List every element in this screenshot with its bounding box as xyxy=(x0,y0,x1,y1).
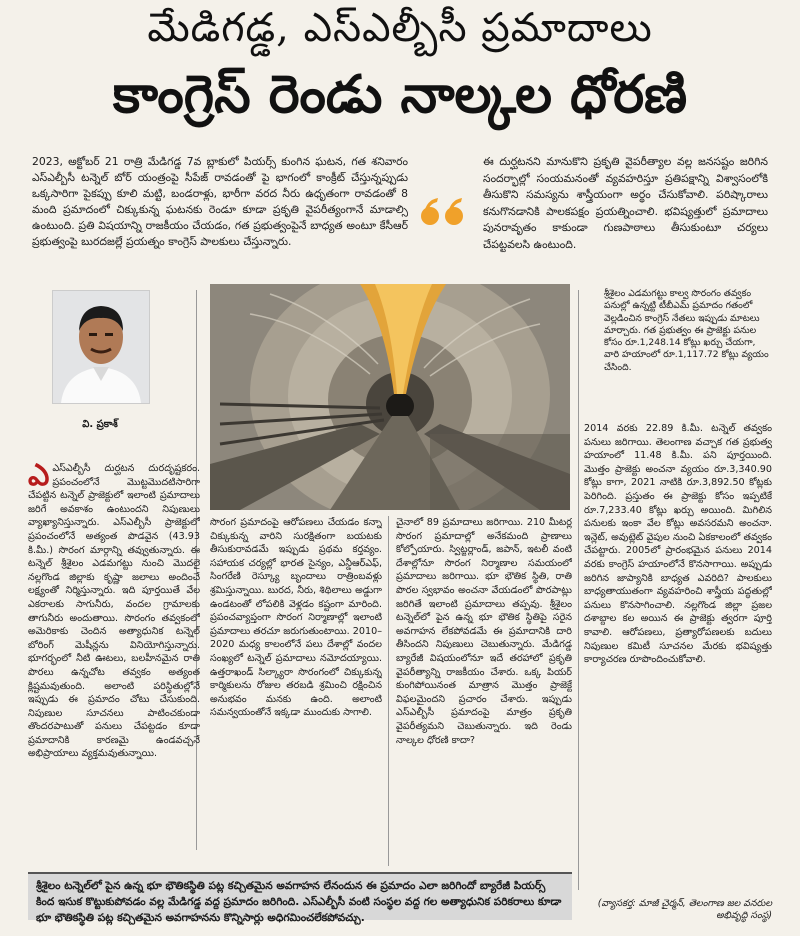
author-note: (వ్యాసకర్త: మాజీ చైర్మన్, తెలంగాణ జల వనరుల అభివృద్ధి సంస్థ) xyxy=(597,898,772,921)
column-divider xyxy=(578,290,579,890)
author-photo xyxy=(52,290,150,404)
body-column-3: చైనాలో 89 ప్రమాదాలు జరిగాయి. 210 మీటర్ల సొరంగ ప్రమాదాల్లో అనేకమంది ప్రాణాలు కోల్పోయారు. స్విట్జర్లాండ్, జపాన్, ఇటలీ వంటి దేశాల్లోనూ సొరంగ నిర్మాణాల సమయంలో ప్రమాదాలు జరిగాయి. భూ భౌతిక స్థితి, రాతి పొరల స్వభావం అంచనా వేయడంలో పొరపాట్లు జరిగితే ఇలాంటి ప్రమాదాలు తప్పవు. శ్రీశైలం టన్నెల్‌లో పైన ఉన్న భూ భౌతిక స్థితిపై సరైన అవగాహన లేకపోవడమే ఈ ప్రమాదానికి దారి తీసిందని నిపుణులు చెబుతున్నారు. మేడిగడ్డ బ్యారేజీ విషయంలోనూ ఇదే తరహాలో ప్రకృతి వైపరీత్యాన్ని రాజకీయం చేశారు. ఒక్క పియర్ కుంగిపోయినంత మాత్రాన మొత్తం ప్రాజెక్టే విఫలమైందని ప్రచారం చేశారు. ఇప్పుడు ఎస్ఎల్బీసీ ప్రమాదంపై మాత్రం ప్రకృతి వైపరీత్యమని చెబుతున్నారు. ఇది రెండు నాల్కల ధోరణి కాదా? xyxy=(396,517,572,746)
body-column-1 xyxy=(28,462,200,860)
column-divider xyxy=(388,516,389,866)
tunnel-photo xyxy=(210,284,570,510)
intro-paragraph: 2023, అక్టోబర్ 21 రాత్రి మేడిగడ్డ 7వ బ్లాకులో పియర్స్ కుంగిన ఘటన, గత శనివారం ఎస్ఎల్బీసీ టన్నెల్ బోర్ యంత్రంపై సీపేజ్ రావడంతో పై భాగంలో కాంక్రీట్ చేస్తున్నప్పుడు ఒక్కసారిగా పైకప్పు కూలి మట్టి, బండరాళ్లు, భారీగా వరద నీరు ఉధృతంగా రావడంతో 8 మంది ప్రమాదంలో చిక్కుకున్న ఘటనకు రెండూ కూడా ప్రకృతి వైపరీత్యంగానే మాడాల్సి ఉంటుంది. ప్రతి విషయాన్ని రాజకీయం చేయడం, గత ప్రభుత్వంపైనే బాధ్యత అంటూ కేసీఆర్ ప్రభుత్వంపై బురదజల్లే ప్రయత్నం కాంగ్రెస్ పాలకులు చేస్తున్నారు. xyxy=(32,155,408,248)
body-column-2: సొరంగ ప్రమాదంపై ఆరోపణలు చేయడం కన్నా చిక్కుకున్న వారిని సురక్షితంగా బయటకు తీసుకురావడమే ఇప్పుడు ప్రథమ కర్తవ్యం. సహాయక చర్యల్లో భారత సైన్యం, ఎన్డీఆర్ఎఫ్, సింగరేణి రెస్క్యూ బృందాలు రాత్రింబవళ్లు శ్రమిస్తున్నాయి. బురద, నీరు, శిథిలాలు అడ్డుగా ఉండటంతో లోపలికి వెళ్లడం కష్టంగా మారింది. ప్రపంచవ్యాప్తంగా సొరంగ నిర్మాణాల్లో ఇలాంటి ప్రమాదాలు తరచూ జరుగుతుంటాయి. 2010–2020 మధ్య కాలంలోనే పలు దేశాల్లో వందల సంఖ్యలో టన్నెల్ ప్రమాదాలు నమోదయ్యాయి. ఉత్తరాఖండ్ సిల్క్యారా సొరంగంలో చిక్కుకున్న కార్మికులను రోజుల తరబడి శ్రమించి రక్షించిన అనుభవం మనకు ఉంది. అలాంటి సమన్వయంతోనే ఇక్కడా ముందుకు సాగాలి. xyxy=(210,517,382,719)
quote-mark-icon xyxy=(418,196,470,230)
body-text: ఎస్ఎల్బీసీ దుర్ఘటన దురదృష్టకరం. ప్రపంచంలోనే మొట్టమొదటిసారిగా చేపట్టిన టన్నెల్ ప్రాజెక్టులో ఇలాంటి ప్రమాదాలు జరిగే అవకాశం ఉంటుందని నిపుణులు వ్యాఖ్యానిస్తున్నారు. ఎస్ఎల్బీసీ ప్రాజెక్టులో ప్రపంచంలోనే అత్యంత పొడవైన (43.93 కి.మీ.) సొరంగ మార్గాన్ని తవ్వుతున్నారు. ఈ టన్నెల్ శ్రీశైలం ఎడమగట్టు నుంచి మొదలై నల్లగొండ జిల్లాకు కృష్ణా జలాలు అందించే లక్ష్యంతో నిర్మిస్తున్నారు. ఇది పూర్తయితే వేల ఎకరాలకు సాగునీరు, వందల గ్రామాలకు తాగునీరు అందుతాయి. సొరంగం తవ్వకంలో అమెరికాకు చెందిన అత్యాధునిక టన్నెల్ బోరింగ్ మెషీన్లను వినియోగిస్తున్నారు. భూగర్భంలో నీటి ఊటలు, బలహీనమైన రాతి పొరలు ఉన్నచోట తవ్వకం అత్యంత క్లిష్టమవుతుంది. అలాంటి పరిస్థితుల్లోనే ఇప్పుడు ఈ ప్రమాదం చోటు చేసుకుంది. నిపుణుల సూచనలు పాటించకుండా తొందరపాటుతో పనులు చేపట్టడం కూడా ప్రమాదానికి కారణమై ఉండవచ్చనే అభిప్రాయాలు వ్యక్తమవుతున్నాయి. xyxy=(28,463,200,760)
pull-quote: ఈ దుర్ఘటనని మానుకొని ప్రకృతి వైపరీత్యాల వల్ల జనసష్టం జరిగిన సందర్భాల్లో సంయమనంతో వ్యవహరిస్తూ ప్రతిపక్షాన్ని విశ్వాసంలోకి తీసుకొని సమస్యను శాస్త్రీయంగా అర్థం చేసుకోవాలి. పరిష్కారాలు కనుగొనడానికి పాలకపక్షం ప్రయత్నించాలి. భవిష్యత్తులో ప్రమాదాలు పునరావృతం కాకుండా గుణపాఠాలు తీసుకుంటూ చర్యలు చేపట్టవలసి ఉంటుంది. xyxy=(483,155,768,251)
page-title: కాంగ్రెస్ రెండు నాల్కల ధోరణి xyxy=(112,64,688,125)
byline: వి. ప్రకాశ్ xyxy=(82,419,118,430)
kicker: మేడిగడ్డ, ఎస్ఎల్బీసీ ప్రమాదాలు xyxy=(147,5,653,51)
highlight-callout: శ్రీశైలం టన్నెల్‌లో పైన ఉన్న భూ భౌతికస్థితి పట్ల కచ్చితమైన అవగాహన లేనందున ఈ ప్రమాదం ఎలా జరిగిందో బ్యారేజీ పియర్స్ కింద ఇసుక కొట్టుకుపోవడం వల్ల మేడిగడ్డ వద్ద ప్రమాదం జరిగింది. ఎస్ఎల్బీసీ వంటి సంస్థల వద్ద గల అత్యాధునిక పరికరాలు కూడా భూ భౌతికస్థితి పట్ల కచ్చితమైన అవగాహనను కొన్నిసార్లు అధిగమించలేకపోవచ్చు. xyxy=(28,872,572,920)
photo-caption: శ్రీశైలం ఎడమగట్టు కాల్వ సొరంగం తవ్వకం పనుల్లో ఉన్నట్టి టీబీఎమ్ ప్రమాదం గతంలో వెల్లడించిన కాంగ్రెస్ నేతలు ఇప్పుడు మాటలు మార్చారు. గత ప్రభుత్వం ఈ ప్రాజెక్టు పనుల కోసం రూ.1,248.14 కోట్లు ఖర్చు చేయగా, వారి హయాంలో రూ.1,117.72 కోట్లు వ్యయం చేసింది. xyxy=(604,288,769,373)
body-column-4: 2014 వరకు 22.89 కి.మీ. టన్నెల్ తవ్వకం పనులు జరిగాయి. తెలంగాణ వచ్చాక గత ప్రభుత్వ హయాంలో 11.48 కి.మీ. పని పూర్తయింది. మొత్తం ప్రాజెక్టు అంచనా వ్యయం రూ.3,340.90 కోట్లు కాగా, 2021 నాటికి రూ.3,892.50 కోట్లకు పెరిగింది. ప్రస్తుతం ఈ ప్రాజెక్టు కోసం ఇప్పటికే రూ.7,233.40 కోట్లు ఖర్చు అయింది. మిగిలిన పనులకు ఇంకా వేల కోట్లు అవసరమని అంచనా. ఇన్లెట్, అవుట్లెట్ వైపుల నుంచి ఏకకాలంలో తవ్వకం చేపట్టారు. 2005లో ప్రారంభమైన పనులు 2014 వరకు కాంగ్రెస్ హయాంలోనే కొనసాగాయి. అప్పుడు జరిగిన జాప్యానికి బాధ్యత ఎవరిది? పాలకులు బాధ్యతాయుతంగా వ్యవహరించి శాస్త్రీయ పద్ధతుల్లో పనులు కొనసాగించాలి. నల్లగొండ జిల్లా ప్రజల దశాబ్దాల కల అయిన ఈ ప్రాజెక్టు త్వరగా పూర్తి కావాలి. ఆరోపణలు, ప్రత్యారోపణలకు బదులు నిపుణుల కమిటీ సూచనల మేరకు భవిష్యత్తు కార్యాచరణ రూపొందించుకోవాలి. xyxy=(584,423,772,666)
drop-cap: ఎ xyxy=(28,462,50,493)
